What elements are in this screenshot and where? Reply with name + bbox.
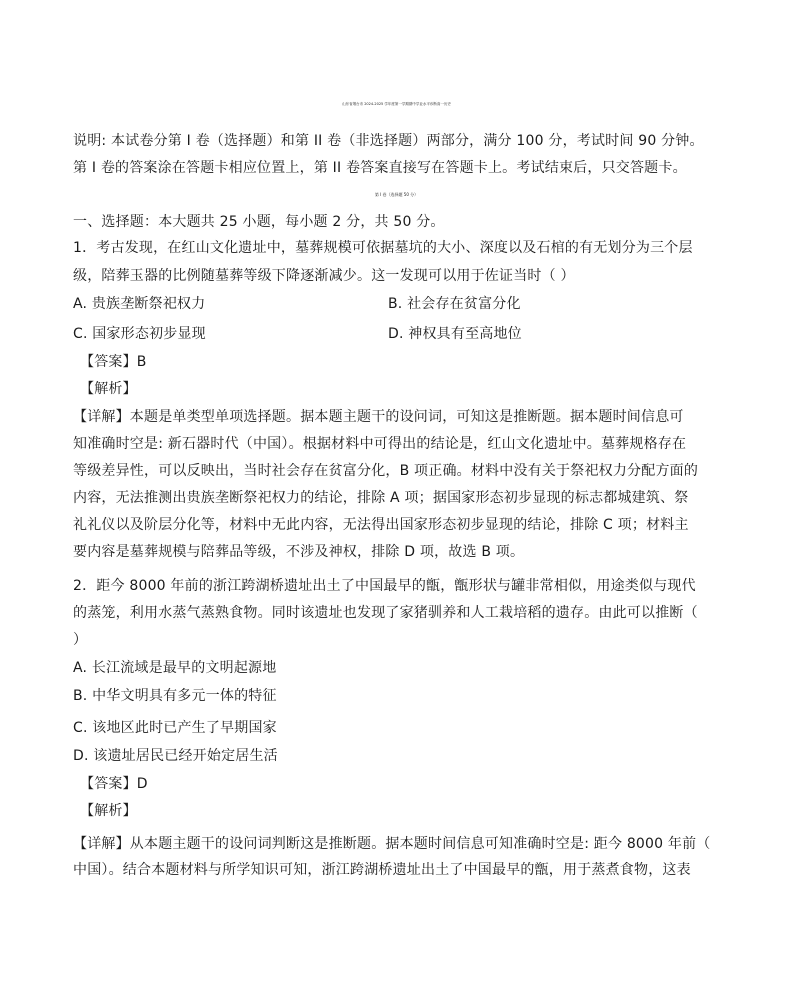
q2-detail-line-1: 【详解】从本题主题干的设问词判断这是推断题。据本题时间信息可知准确时空是: 距今 8000 年前（ bbox=[73, 836, 711, 852]
q2-option-d: D. 该遗址居民已经开始定居生活 bbox=[73, 748, 278, 764]
q2-option-b: B. 中华文明具有多元一体的特征 bbox=[73, 688, 277, 704]
q1-detail-line-5: 礼礼仪以及阶层分化等，材料中无此内容，无法得出国家形态初步显现的结论，排除 C 项；材料主 bbox=[73, 517, 689, 533]
q2-analysis-label: 【解析】 bbox=[80, 803, 137, 819]
section-heading: 第 I 卷（选择题 50 分） bbox=[374, 192, 419, 197]
q2-answer: 【答案】D bbox=[80, 776, 148, 792]
q1-stem-line-2: 级，陪葬玉器的比例随墓葬等级下降逐渐减少。这一发现可以用于佐证当时（ ） bbox=[73, 268, 575, 284]
q1-option-a: A. 贵族垄断祭祀权力 bbox=[73, 296, 206, 312]
instructions-line-2: 第 I 卷的答案涂在答题卡相应位置上，第 II 卷答案直接写在答题卡上。考试结束后，只交答题卡。 bbox=[73, 160, 687, 176]
q1-answer: 【答案】B bbox=[80, 354, 147, 370]
document-title: 山东省烟台市 2024-2025 学年度第一学期期中学业水平诊断高一历史 bbox=[342, 102, 451, 106]
q1-detail-line-4: 内容，无法推测出贵族垄断祭祀权力的结论，排除 A 项；据国家形态初步显现的标志都城建筑、祭 bbox=[73, 490, 689, 506]
part-heading: 一、选择题：本大题共 25 小题，每小题 2 分，共 50 分。 bbox=[73, 214, 445, 230]
q1-analysis-label: 【解析】 bbox=[80, 381, 137, 397]
q2-option-c: C. 该地区此时已产生了早期国家 bbox=[73, 720, 277, 736]
q2-stem-line-2: 的蒸笼，利用水蒸气蒸熟食物。同时该遗址也发现了家猪驯养和人工栽培稻的遗存。由此可以推断（ bbox=[73, 605, 698, 621]
instructions-line-1: 说明: 本试卷分第 I 卷（选择题）和第 II 卷（非选择题）两部分，满分 100 分，考试时间 90 分钟。 bbox=[73, 133, 704, 149]
q1-detail-line-3: 等级差异性，可以反映出，当时社会存在贫富分化，B 项正确。材料中没有关于祭祀权力分配方面的 bbox=[73, 463, 699, 479]
q1-detail-line-6: 要内容是墓葬规模与陪葬品等级，不涉及神权，排除 D 项，故选 B 项。 bbox=[73, 544, 525, 560]
q2-stem-line-1: 2．距今 8000 年前的浙江跨湖桥遗址出土了中国最早的甑，甑形状与罐非常相似，用途类似与现代 bbox=[73, 578, 696, 594]
q1-option-b: B. 社会存在贫富分化 bbox=[388, 296, 521, 312]
q1-stem-line-1: 1．考古发现，在红山文化遗址中，墓葬规模可依据墓坑的大小、深度以及石棺的有无划分为三个层 bbox=[73, 240, 693, 256]
q1-option-d: D. 神权具有至高地位 bbox=[388, 326, 522, 342]
q2-stem-line-3: ） bbox=[73, 632, 88, 648]
q2-option-a: A. 长江流域是最早的文明起源地 bbox=[73, 660, 277, 676]
q1-detail-line-2: 知准确时空是: 新石器时代（中国）。根据材料中可得出的结论是，红山文化遗址中。墓葬规格存在 bbox=[73, 436, 687, 452]
q2-detail-line-2: 中国）。结合本题材料与所学知识可知，浙江跨湖桥遗址出土了中国最早的甑，用于蒸煮食物，这表 bbox=[73, 862, 691, 878]
q1-detail-line-1: 【详解】本题是单类型单项选择题。据本题主题干的设问词，可知这是推断题。据本题时间信息可 bbox=[73, 409, 684, 425]
q1-option-c: C. 国家形态初步显现 bbox=[73, 326, 206, 342]
